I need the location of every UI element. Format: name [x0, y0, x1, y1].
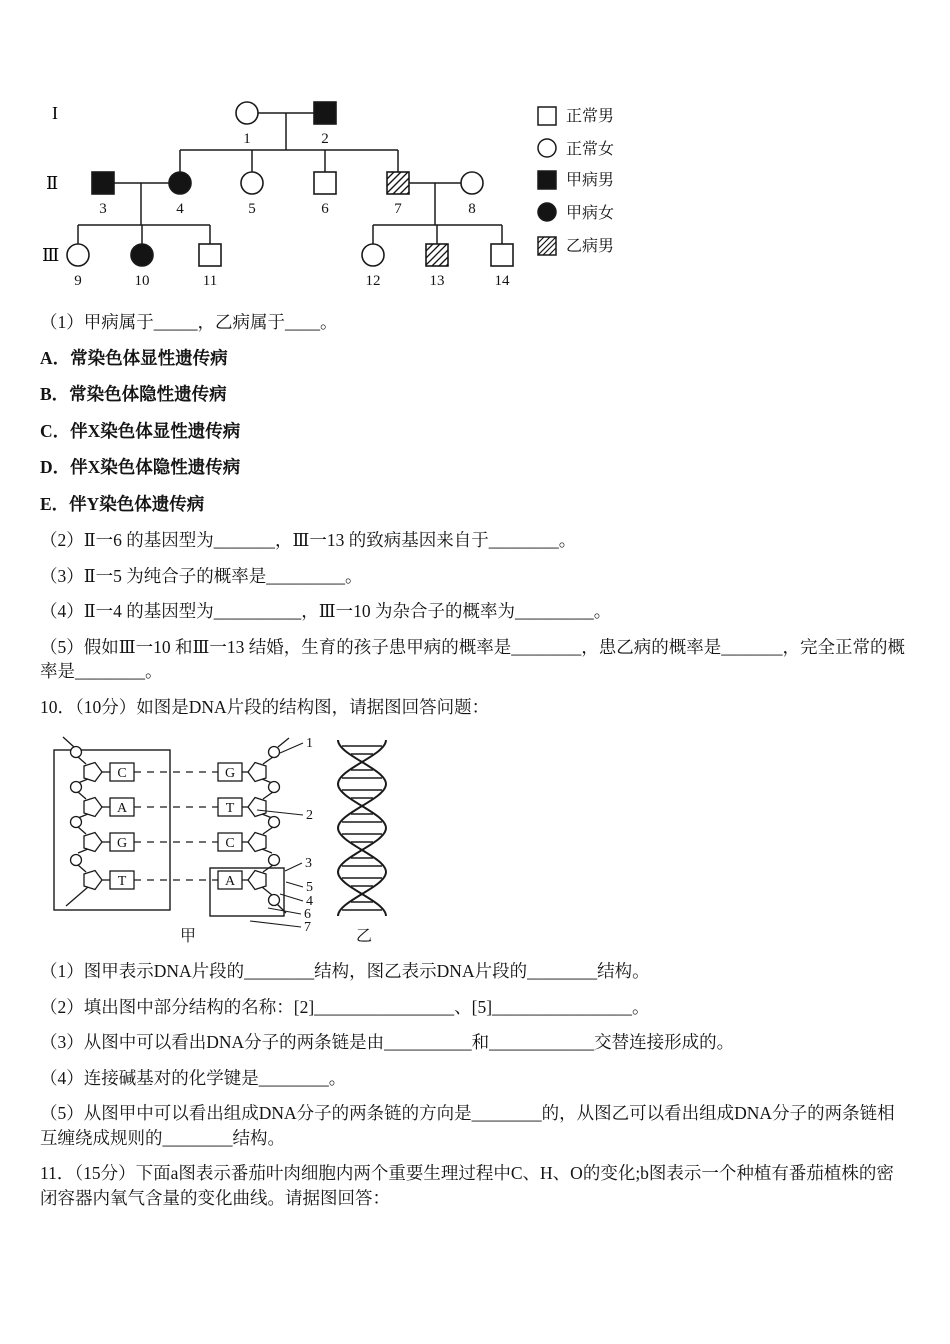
individual-3-affected-a-male — [92, 172, 114, 194]
legend-label-affected-a-female: 甲病女 — [566, 205, 615, 222]
q10-sub2: （2）填出图中部分结构的名称：[2]________________、[5]________________。 — [40, 996, 650, 1017]
dna-flat-structure — [63, 737, 289, 913]
q9-option-d: D．伴X染色体隐性遗传病 — [40, 457, 241, 477]
generation-label-2: Ⅱ — [46, 173, 59, 193]
legend-affected-a-female-icon — [538, 203, 556, 221]
q9-option-b: B．常染色体隐性遗传病 — [40, 384, 227, 404]
svg-text:14: 14 — [494, 273, 510, 289]
svg-text:2: 2 — [306, 808, 313, 823]
individual-14-normal-male — [491, 244, 513, 266]
q10-sub5: （5）从图甲中可以看出组成DNA分子的两条链的方向是________的，从图乙可以看出组成DNA分子的两条链相互缠绕成规则的________结构。 — [40, 1103, 895, 1148]
q10-sub3: （3）从图中可以看出DNA分子的两条链是由__________和____________交替连接形成的。 — [40, 1032, 735, 1052]
q9-option-e: E．伴Y染色体遗传病 — [40, 493, 205, 514]
q9-sub4: （4）Ⅱ一4 的基因型为__________，Ⅲ一10 为杂合子的概率为_________。 — [40, 601, 612, 621]
pedigree-figure — [40, 88, 908, 298]
svg-text:C: C — [117, 766, 127, 781]
individual-10-affected-a-female — [131, 244, 153, 266]
svg-text:T: T — [225, 801, 235, 816]
svg-text:7: 7 — [304, 920, 311, 935]
legend-label-affected-a-male: 甲病男 — [566, 172, 615, 189]
svg-text:5: 5 — [306, 880, 313, 895]
svg-text:G: G — [224, 766, 236, 781]
q10-header: 10．（10分）如图是DNA片段的结构图，请据图回答问题： — [40, 696, 490, 717]
svg-text:9: 9 — [74, 273, 82, 289]
pedigree-chart — [40, 88, 680, 298]
legend-normal-male-icon — [538, 107, 556, 125]
q9-option-a: A．常染色体显性遗传病 — [40, 347, 228, 368]
legend-affected-a-male-icon — [538, 171, 556, 189]
svg-text:4: 4 — [176, 201, 184, 217]
legend-label-affected-b-male: 乙病男 — [566, 238, 615, 255]
svg-text:1: 1 — [243, 131, 251, 147]
svg-text:T: T — [117, 874, 127, 889]
q11-header: 11．（15分）下面a图表示番茄叶肉细胞内两个重要生理过程中C、H、O的变化;b图表示一个种植有番茄植株的密闭容器内氧气含量的变化曲线。请据图回答： — [40, 1163, 894, 1208]
svg-text:1: 1 — [306, 736, 313, 751]
caption-helix: 乙 — [356, 928, 373, 945]
individual-12-normal-female — [362, 244, 384, 266]
pedigree-legend — [538, 107, 614, 255]
generation-label-1: I — [52, 103, 58, 123]
individual-9-normal-female — [67, 244, 89, 266]
svg-text:2: 2 — [321, 131, 329, 147]
deoxyribose-icon — [248, 763, 266, 782]
dna-figure — [52, 730, 908, 945]
legend-label-normal-male: 正常男 — [566, 108, 615, 125]
q10-sub4: （4）连接碱基对的化学键是________。 — [40, 1067, 347, 1088]
legend-normal-female-icon — [538, 139, 556, 157]
svg-text:3: 3 — [99, 201, 107, 217]
individual-2-affected-a-male — [314, 102, 336, 124]
svg-text:10: 10 — [134, 273, 150, 289]
pointer-numbers — [304, 736, 313, 935]
deoxyribose-icon — [84, 763, 102, 782]
q10-sub1: （1）图甲表示DNA片段的________结构，图乙表示DNA片段的________结构。 — [40, 961, 650, 981]
q9-sub5: （5）假如Ⅲ一10 和Ⅲ一13 结婚，生育的孩子患甲病的概率是________，患乙病的概率是_______，完全正常的概率是________。 — [40, 636, 905, 681]
generation-label-3: Ⅲ — [42, 245, 60, 265]
svg-text:C: C — [225, 836, 235, 851]
individual-11-normal-male — [199, 244, 221, 266]
individual-4-affected-a-female — [169, 172, 191, 194]
dna-structure-diagram — [52, 730, 432, 945]
svg-text:6: 6 — [304, 907, 311, 922]
q9-sub2: （2）Ⅱ一6 的基因型为_______，Ⅲ一13 的致病基因来自于________。 — [40, 530, 577, 550]
svg-text:5: 5 — [248, 201, 256, 217]
individual-5-normal-female — [241, 172, 263, 194]
q9-sub3: （3）Ⅱ一5 为纯合子的概率是_________。 — [40, 565, 363, 586]
q9-option-c: C．伴X染色体显性遗传病 — [40, 420, 241, 441]
svg-text:4: 4 — [306, 894, 313, 909]
svg-text:11: 11 — [202, 273, 218, 289]
pedigree-lines — [78, 113, 502, 244]
svg-text:G: G — [116, 836, 128, 851]
phosphate-icon — [71, 747, 82, 758]
svg-text:12: 12 — [365, 273, 381, 289]
individual-8-normal-female — [461, 172, 483, 194]
phosphate-icon — [269, 747, 280, 758]
svg-text:A: A — [116, 801, 128, 816]
caption-flat-structure: 甲 — [180, 928, 197, 945]
svg-text:8: 8 — [468, 201, 476, 217]
svg-text:13: 13 — [429, 273, 445, 289]
individual-6-normal-male — [314, 172, 336, 194]
svg-text:7: 7 — [394, 201, 402, 217]
dna-double-helix — [338, 740, 386, 916]
svg-text:6: 6 — [321, 201, 329, 217]
legend-label-normal-female: 正常女 — [566, 141, 615, 158]
q9-sub1: （1）甲病属于_____，乙病属于____。 — [40, 312, 338, 332]
individual-1-normal-female — [236, 102, 258, 124]
svg-text:3: 3 — [305, 856, 312, 871]
svg-text:A: A — [224, 874, 236, 889]
